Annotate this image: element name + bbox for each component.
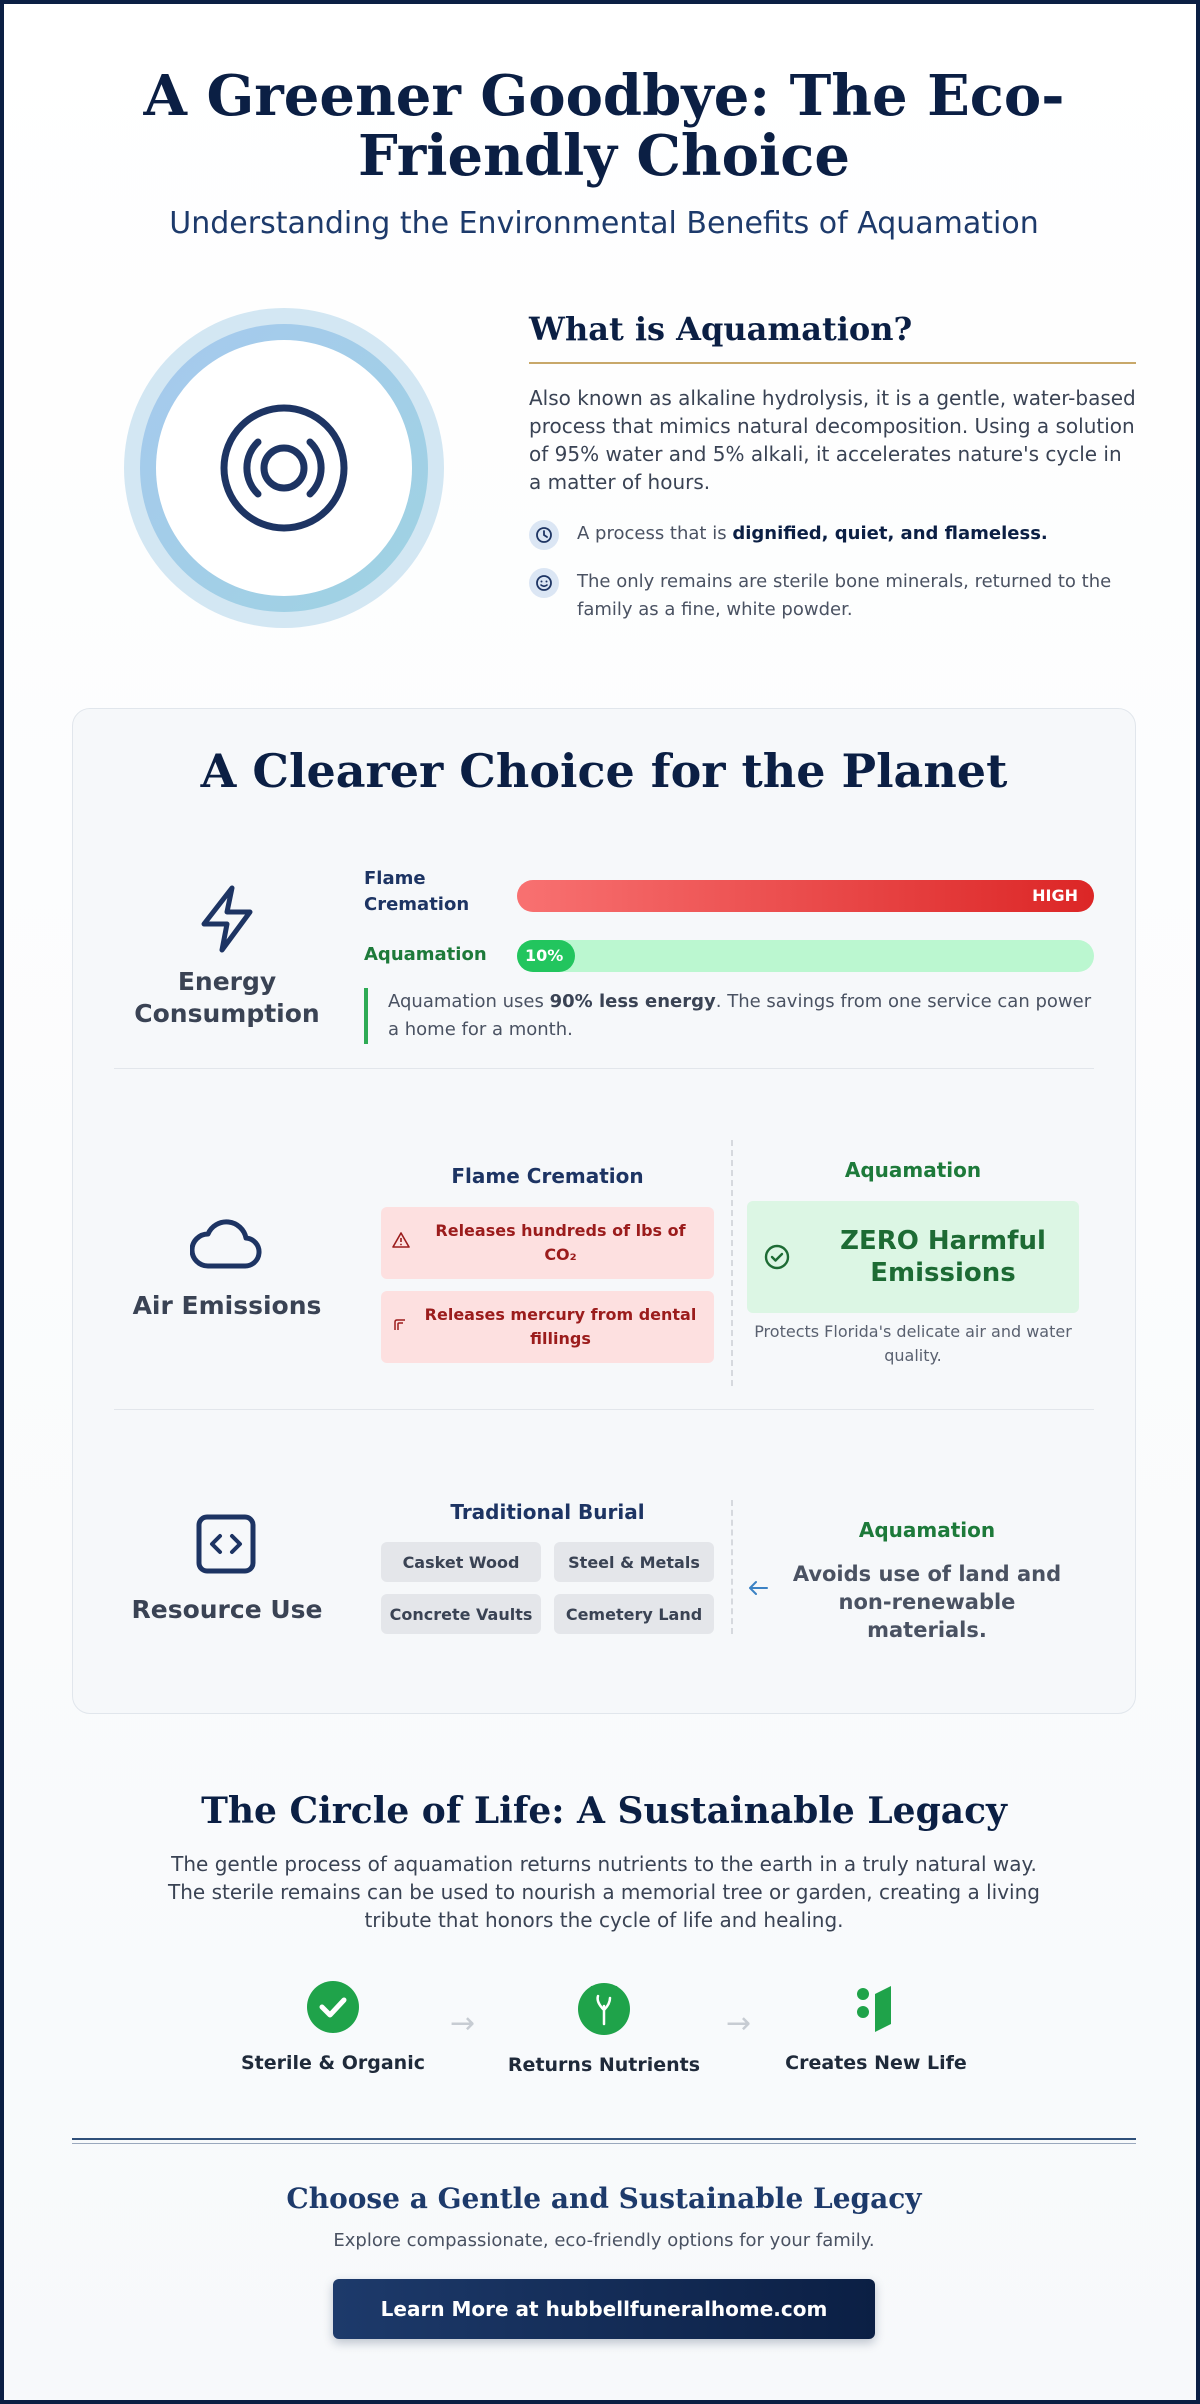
category-label-emissions: Air Emissions: [132, 1291, 322, 1320]
resource-chip: Steel & Metals: [554, 1542, 714, 1582]
section-title-circle-of-life: The Circle of Life: A Sustainable Legacy: [201, 1790, 1007, 1832]
circle-of-life-description: The gentle process of aquamation returns nutrients to the earth in a truly natural way. The sterile remains can be used to nourish a memorial tree or garden, creating a living tribute that honors the cycle of life and healing.: [168, 1852, 1040, 1932]
cloud-icon: [190, 1214, 262, 1272]
bar-fill-aquamation: [517, 940, 575, 972]
clock-icon: [529, 520, 559, 550]
energy-savings-note: Aquamation uses 90% less energy. The savings from one service can power a home for a month.: [364, 988, 1094, 1044]
bar-label-aquamation: Aquamation: [364, 944, 487, 965]
what-is-description: Also known as alkaline hydrolysis, it is a gentle, water-based process that mimics natural decomposition. Using a solution of 95% water and 5% alkali, it accelerates nature's cycle in a matter of hours.: [529, 386, 1136, 494]
learn-more-button[interactable]: Learn More at hubbellfuneralhome.com: [333, 2279, 875, 2339]
bar-value-aquamation: 10%: [525, 946, 564, 965]
category-label-energy: Energy Consumption: [134, 967, 320, 1028]
column-heading-flame: Flame Cremation: [451, 1164, 644, 1188]
sprout-icon: [574, 1980, 634, 2036]
tooth-icon: [381, 1315, 421, 1339]
page-title: A Greener Goodbye: The Eco-Friendly Choice: [143, 63, 1065, 189]
check-badge-icon: [306, 1980, 360, 2034]
cta-title: Choose a Gentle and Sustainable Legacy: [286, 2182, 922, 2215]
check-circle-icon: [747, 1243, 807, 1271]
lifecycle-step: Sterile & Organic: [223, 1980, 443, 2074]
bar-label-flame: Flame Cremation: [364, 868, 470, 915]
emission-note: Protects Florida's delicate air and water quality.: [754, 1322, 1072, 1365]
section-title-what-is: What is Aquamation?: [529, 310, 1136, 364]
lightning-icon: [194, 884, 260, 954]
bar-fill-flame: [517, 880, 1094, 912]
bar-track-aquamation: [517, 940, 1094, 972]
warning-icon: [381, 1231, 421, 1255]
feature-point-text: A process that is dignified, quiet, and flameless.: [577, 523, 1048, 544]
lifecycle-step: Creates New Life: [766, 1980, 986, 2074]
column-heading-aquamation: Aquamation: [858, 1518, 996, 1542]
resource-aquamation-text: Avoids use of land and non-renewable materials.: [792, 1562, 1062, 1642]
column-separator: [731, 1140, 733, 1386]
seedling-icon: [849, 1980, 903, 2034]
feature-point-remains: [529, 568, 1139, 624]
feature-point-flameless: [529, 520, 1139, 550]
step-arrow: →: [726, 2006, 752, 2041]
section-divider: [114, 1068, 1094, 1069]
column-heading-aquamation: Aquamation: [844, 1158, 982, 1182]
smile-icon: [529, 568, 559, 598]
section-divider: [114, 1409, 1094, 1410]
resource-chip: Cemetery Land: [554, 1594, 714, 1634]
column-heading-burial: Traditional Burial: [450, 1500, 645, 1524]
lifecycle-step: Returns Nutrients: [494, 1980, 714, 2076]
emission-result-aquamation: ZERO Harmful Emissions: [747, 1201, 1079, 1313]
emission-item-mercury: Releases mercury from dental fillings: [381, 1291, 714, 1363]
bar-track-flame: [517, 880, 1094, 912]
resource-chip: Casket Wood: [381, 1542, 541, 1582]
code-brackets-icon: [196, 1514, 256, 1574]
emission-item-co2: Releases hundreds of lbs of CO₂: [381, 1207, 714, 1279]
cta-subtitle: Explore compassionate, eco-friendly options for your family.: [333, 2230, 875, 2251]
column-separator: [731, 1500, 733, 1634]
water-drop-ring-icon: [218, 402, 350, 534]
section-title-planet: A Clearer Choice for the Planet: [200, 744, 1008, 798]
bar-value-flame: HIGH: [1032, 886, 1078, 905]
page-subtitle: Understanding the Environmental Benefits of Aquamation: [169, 206, 1039, 241]
category-label-resources: Resource Use: [131, 1595, 323, 1624]
arrow-left-icon: [747, 1580, 769, 1596]
feature-point-text: The only remains are sterile bone minerals, returned to the family as a fine, white powder.: [577, 571, 1112, 620]
step-arrow: →: [450, 2006, 476, 2041]
resource-chip: Concrete Vaults: [381, 1594, 541, 1634]
footer-rule: [72, 2138, 1136, 2144]
